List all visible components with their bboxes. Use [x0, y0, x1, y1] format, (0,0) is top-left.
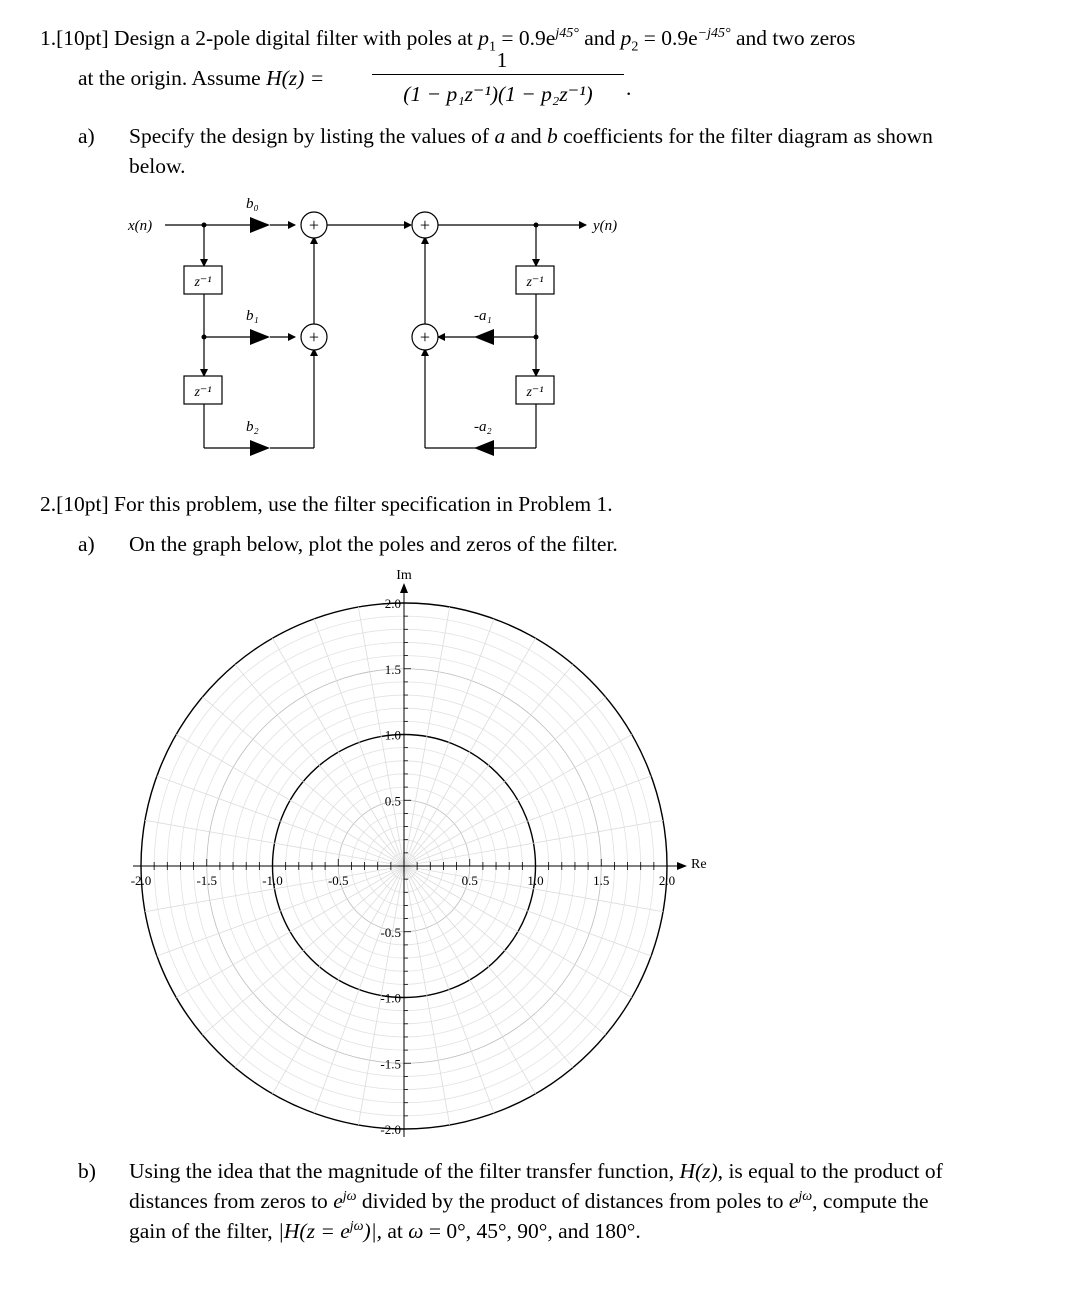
im-tick-label: 2.0 — [384, 596, 401, 611]
im-axis-label: Im — [396, 568, 412, 583]
b-var: b — [546, 124, 558, 148]
a1-label: -a₁ — [474, 308, 492, 324]
problem2-points: [10pt] — [56, 492, 109, 516]
junction-dot — [202, 335, 207, 340]
p2-value: = 0.9e — [643, 26, 698, 50]
re-axis-arrow — [677, 862, 687, 870]
and-word: and — [584, 26, 616, 50]
hz-label: H(z) = — [266, 66, 325, 90]
a1-gain-triangle — [474, 329, 494, 345]
problem2-heading — [40, 490, 613, 518]
part-b-l2-b: divided by the product of distances from poles to — [361, 1189, 784, 1213]
input-label: x(n) — [128, 218, 153, 234]
re-tick-label: -1.5 — [196, 873, 218, 888]
part-b-omega: ω — [408, 1219, 424, 1243]
part-a-pre: Specify the design by listing the values of — [129, 124, 490, 148]
part-b-l2-a: distances from zeros to — [129, 1189, 328, 1213]
im-tick-label: 1.0 — [384, 727, 401, 743]
problem2-number: 2. — [40, 492, 57, 516]
junction-dot — [202, 223, 207, 228]
grid-radial-line — [203, 697, 404, 866]
im-tick-label: 1.5 — [384, 661, 401, 677]
re-tick-label: -2.0 — [130, 873, 152, 888]
re-axis-label: Re — [691, 857, 707, 872]
problem1-points: [10pt] — [56, 26, 109, 50]
part-a-and: and — [510, 124, 542, 148]
part-b-l1-pre: Using the idea that the magnitude of the filter transfer function, — [129, 1159, 675, 1183]
b0-label: b₀ — [246, 196, 259, 212]
part-b-gain-exp: jω — [349, 1218, 364, 1234]
grid-radial-line — [404, 697, 605, 866]
part-b-gain-close: )|, — [363, 1219, 382, 1243]
p2-exponent: −j45° — [697, 25, 731, 41]
re-tick-label: 1.5 — [593, 873, 610, 888]
adder-plus: + — [419, 327, 431, 347]
part-b-line2 — [129, 1187, 929, 1215]
delay-label: z⁻¹ — [526, 275, 544, 290]
grid-radial-line — [203, 866, 404, 1035]
p2-sub: 2 — [631, 39, 639, 55]
b1-gain-triangle — [250, 329, 270, 345]
pole-zero-polar-plot[interactable] — [0, 560, 1070, 1150]
part-b-e: e — [333, 1189, 343, 1213]
part-b-l1-post: is equal to the product of — [728, 1159, 943, 1183]
p1-exponent: j45° — [555, 25, 579, 41]
part-b-exp: jω — [342, 1188, 357, 1204]
problem2-part-b-label: b) — [78, 1159, 96, 1183]
re-tick-label: -0.5 — [327, 873, 349, 888]
p1-value: = 0.9e — [501, 26, 556, 50]
grid-radial-line — [404, 665, 573, 866]
part-b-e2: e — [788, 1189, 799, 1213]
grid-radial-line — [404, 866, 573, 1067]
part-b-angles: = 0°, 45°, 90°, and 180°. — [428, 1219, 641, 1243]
junction-dot — [534, 223, 539, 228]
a2-gain-triangle — [474, 440, 494, 456]
im-tick-label: -1.0 — [380, 990, 401, 1006]
re-tick-label: 1.0 — [527, 873, 544, 888]
problem1-part-a-label: a) — [78, 124, 95, 148]
b1-label: b₁ — [246, 308, 259, 324]
problem1-number: 1. — [40, 26, 57, 50]
grid-radial-line — [235, 665, 404, 866]
part-b-at: at — [387, 1219, 403, 1243]
delay-label: z⁻¹ — [526, 385, 544, 400]
adder-plus: + — [308, 327, 320, 347]
b0-gain-triangle — [250, 217, 270, 233]
p1-sub: 1 — [489, 39, 497, 55]
part-b-gain-expr: |H(z = e — [278, 1219, 350, 1243]
problem2-part-a-text: On the graph below, plot the poles and zeros of the filter. — [129, 532, 618, 556]
problem1-part-a-line2: below. — [129, 154, 186, 178]
part-b-l3-a: gain of the filter, — [129, 1219, 273, 1243]
delay-label: z⁻¹ — [194, 275, 212, 290]
im-tick-label: -2.0 — [380, 1122, 401, 1137]
part-b-exp2: jω — [798, 1188, 813, 1204]
problem2-part-a-label: a) — [78, 532, 95, 556]
p1-var: p — [478, 26, 490, 50]
b2-gain-triangle — [250, 440, 270, 456]
adder-plus: + — [419, 215, 431, 235]
im-tick-label: -1.5 — [380, 1056, 401, 1072]
junction-dot — [534, 335, 539, 340]
part-a-post: coefficients for the filter diagram as shown — [563, 124, 933, 148]
problem1-intro: Design a 2-pole digital filter with poles at — [114, 26, 473, 50]
fraction-denominator: (1 − p₁z⁻¹)(1 − p₂z⁻¹) — [403, 82, 593, 106]
re-tick-label: 2.0 — [658, 873, 676, 888]
p2-var: p — [620, 26, 632, 50]
part-b-hz: H(z), — [679, 1159, 724, 1183]
part-b-line1 — [129, 1157, 943, 1185]
a2-label: -a₂ — [474, 419, 492, 435]
problem2-intro: For this problem, use the filter specification in Problem 1. — [114, 492, 613, 516]
im-tick-label: -0.5 — [380, 924, 401, 940]
delay-label: z⁻¹ — [194, 385, 212, 400]
problem1-line2-text: at the origin. Assume — [78, 66, 261, 90]
grid-radial-line — [404, 866, 605, 1035]
b2-label: b₂ — [246, 419, 259, 435]
fraction-end: . — [626, 76, 632, 100]
im-tick-label: 0.5 — [384, 793, 401, 809]
fraction-numerator: 1 — [496, 48, 508, 72]
im-axis-arrow — [400, 583, 408, 593]
re-tick-label: -1.0 — [262, 873, 283, 888]
part-b-line3 — [129, 1217, 641, 1245]
grid-radial-line — [235, 866, 404, 1067]
part-b-l2-c: , compute the — [812, 1189, 929, 1213]
problem1-tail: and two zeros — [735, 26, 856, 50]
adder-plus: + — [308, 215, 320, 235]
filter-diagram — [0, 0, 1070, 480]
re-tick-label: 0.5 — [461, 873, 478, 888]
output-label: y(n) — [593, 218, 618, 234]
a-var: a — [494, 124, 506, 148]
